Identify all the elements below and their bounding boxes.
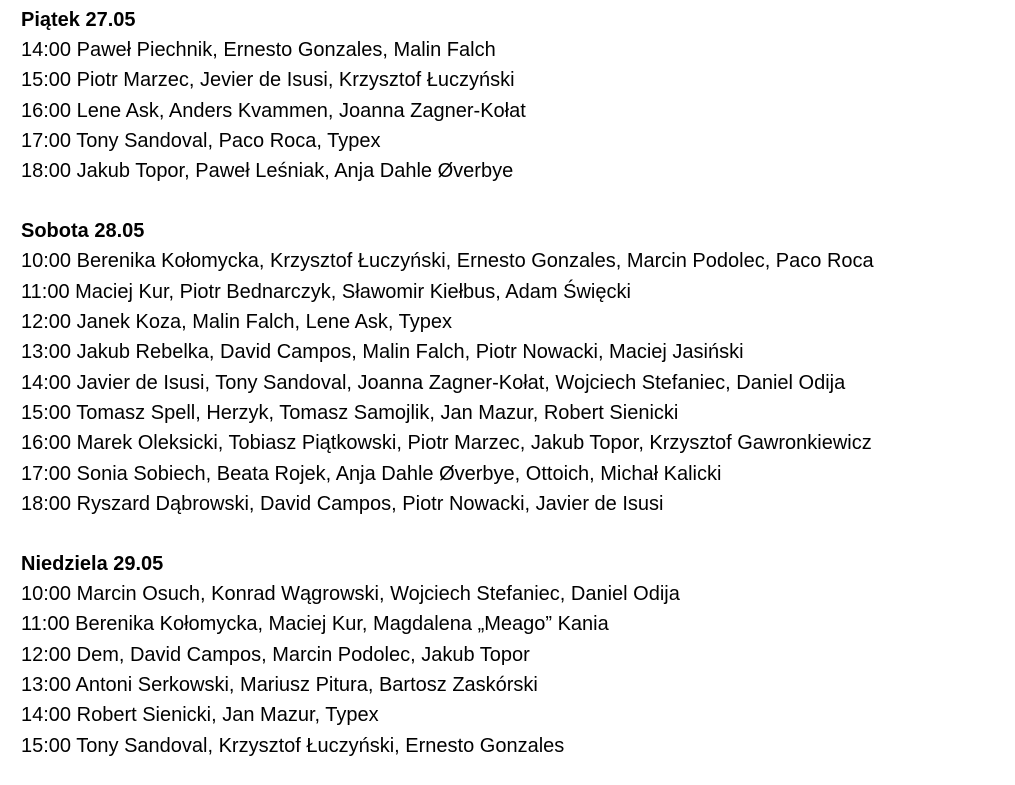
schedule-line: [21, 277, 1015, 307]
slot-people: Marcin Osuch, Konrad Wągrowski, Wojciech Stefaniec, Daniel Odija: [76, 583, 680, 606]
schedule-line: [21, 489, 1015, 519]
slot-people: Tony Sandoval, Paco Roca, Typex: [76, 129, 381, 152]
slot-time: 14:00: [21, 371, 72, 394]
schedule-line: [21, 609, 1015, 639]
schedule-line: [21, 35, 1015, 65]
day-heading: Piątek 27.05: [21, 9, 136, 31]
schedule-line: [21, 731, 1015, 761]
slot-people: Dem, David Campos, Marcin Podolec, Jakub Topor: [76, 643, 530, 666]
slot-people: Sonia Sobiech, Beata Rojek, Anja Dahle Øverbye, Ottoich, Michał Kalicki: [76, 462, 722, 485]
slot-people: Javier de Isusi, Tony Sandoval, Joanna Zagner-Kołat, Wojciech Stefaniec, Daniel Odija: [76, 371, 846, 394]
slot-time: 15:00: [21, 69, 72, 92]
slot-people: Berenika Kołomycka, Maciej Kur, Magdalena „Meago” Kania: [75, 613, 609, 636]
schedule-line: [21, 428, 1015, 458]
schedule-line: [21, 96, 1015, 126]
slot-time: 17:00: [21, 129, 72, 152]
schedule-line: [21, 65, 1015, 95]
slot-time: 14:00: [21, 704, 72, 727]
day-saturday: [21, 216, 1015, 519]
day-heading: Sobota 28.05: [21, 220, 145, 243]
slot-time: 10:00: [21, 583, 72, 606]
slot-time: 15:00: [21, 401, 72, 424]
slot-time: 18:00: [21, 160, 72, 183]
slot-time: 11:00: [21, 280, 70, 303]
schedule-line: [21, 246, 1015, 276]
slot-people: Jakub Rebelka, David Campos, Malin Falch, Piotr Nowacki, Maciej Jasiński: [76, 341, 744, 364]
slot-people: Lene Ask, Anders Kvammen, Joanna Zagner-Kołat: [76, 99, 526, 122]
day-friday: [21, 5, 1015, 186]
slot-people: Janek Koza, Malin Falch, Lene Ask, Typex: [76, 311, 453, 334]
day-heading: Niedziela 29.05: [21, 553, 164, 576]
slot-time: 13:00: [21, 341, 72, 364]
slot-people: Paweł Piechnik, Ernesto Gonzales, Malin Falch: [76, 39, 496, 61]
slot-time: 11:00: [21, 613, 70, 636]
slot-people: Maciej Kur, Piotr Bednarczyk, Sławomir Kiełbus, Adam Święcki: [75, 280, 631, 303]
slot-people: Jakub Topor, Paweł Leśniak, Anja Dahle Øverbye: [76, 160, 514, 183]
schedule-line: [21, 640, 1015, 670]
slot-people: Marek Oleksicki, Tobiasz Piątkowski, Piotr Marzec, Jakub Topor, Krzysztof Gawronkiewicz: [76, 432, 872, 455]
slot-time: 12:00: [21, 311, 72, 334]
slot-time: 14:00: [21, 39, 72, 61]
slot-time: 15:00: [21, 734, 72, 757]
slot-people: Robert Sienicki, Jan Mazur, Typex: [76, 704, 379, 727]
schedule-line: [21, 579, 1015, 609]
slot-people: Berenika Kołomycka, Krzysztof Łuczyński, Ernesto Gonzales, Marcin Podolec, Paco Roca: [76, 250, 874, 273]
schedule-line: [21, 398, 1015, 428]
slot-people: Antoni Serkowski, Mariusz Pitura, Bartosz Zaskórski: [75, 674, 538, 697]
slot-time: 16:00: [21, 99, 72, 122]
schedule-line: [21, 670, 1015, 700]
schedule-line: [21, 459, 1015, 489]
slot-time: 18:00: [21, 492, 72, 515]
slot-people: Tony Sandoval, Krzysztof Łuczyński, Ernesto Gonzales: [76, 734, 565, 757]
slot-time: 10:00: [21, 250, 72, 273]
schedule-line: [21, 337, 1015, 367]
slot-time: 17:00: [21, 462, 72, 485]
schedule-line: [21, 126, 1015, 156]
slot-people: Piotr Marzec, Jevier de Isusi, Krzysztof Łuczyński: [76, 69, 515, 92]
schedule-line: [21, 368, 1015, 398]
slot-people: Tomasz Spell, Herzyk, Tomasz Samojlik, Jan Mazur, Robert Sienicki: [76, 401, 679, 424]
slot-time: 16:00: [21, 432, 72, 455]
day-sunday: [21, 549, 1015, 761]
schedule-line: [21, 307, 1015, 337]
schedule-line: [21, 700, 1015, 730]
schedule-line: [21, 156, 1015, 186]
slot-time: 12:00: [21, 643, 72, 666]
slot-time: 13:00: [21, 674, 72, 697]
slot-people: Ryszard Dąbrowski, David Campos, Piotr Nowacki, Javier de Isusi: [76, 492, 664, 515]
